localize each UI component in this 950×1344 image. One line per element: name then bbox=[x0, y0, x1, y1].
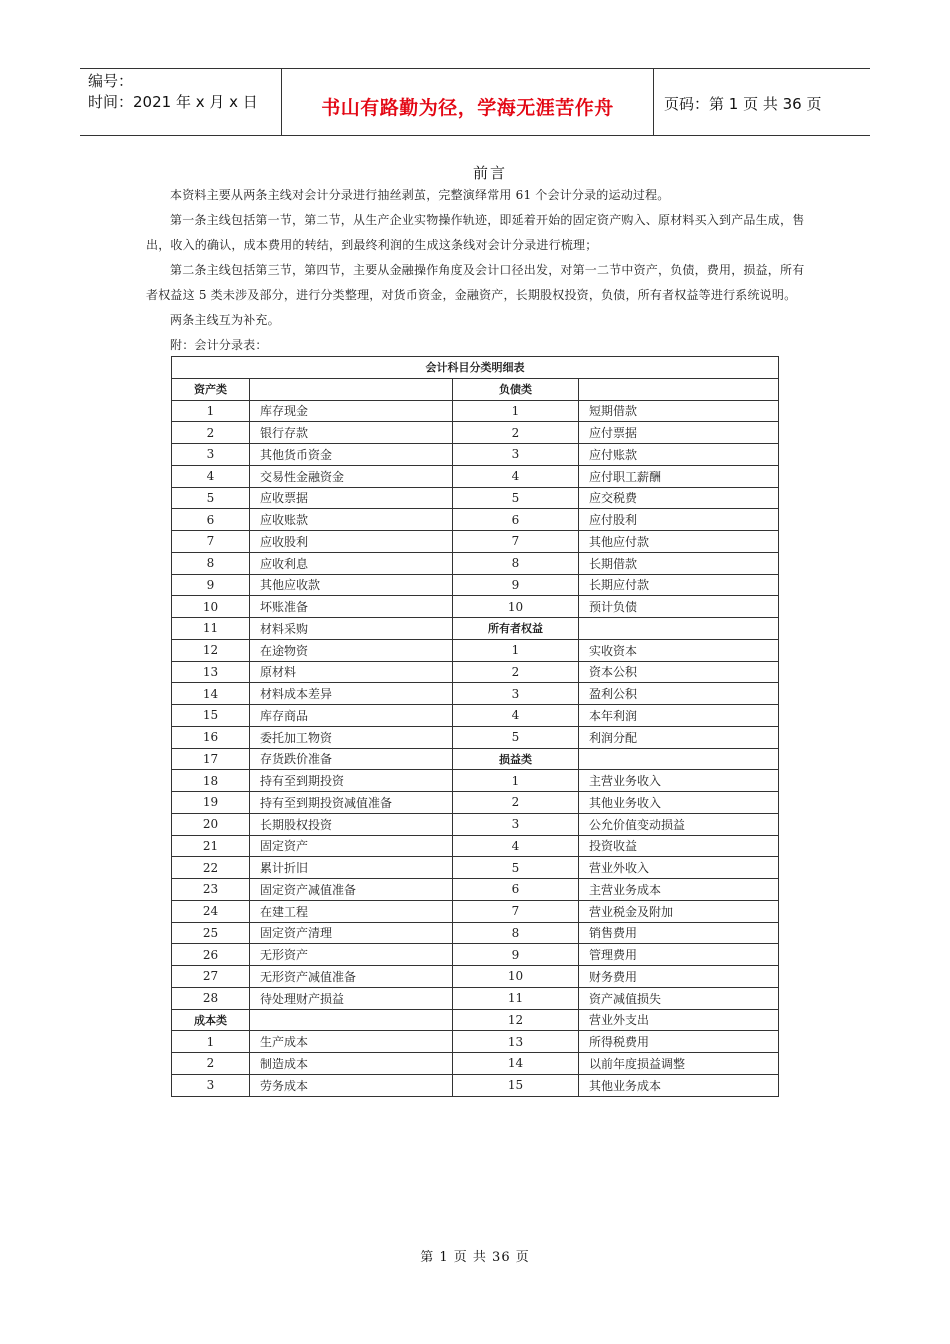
table-row bbox=[172, 705, 779, 727]
account-number: 9 bbox=[453, 574, 579, 596]
table-row bbox=[172, 1074, 779, 1096]
account-name: 长期应付款 bbox=[579, 574, 779, 596]
account-name: 其他业务收入 bbox=[579, 792, 779, 814]
category-heading: 负债类 bbox=[453, 378, 579, 400]
table-row bbox=[172, 661, 779, 683]
appendix-label: 附：会计分录表： bbox=[170, 338, 268, 352]
account-number: 2 bbox=[453, 792, 579, 814]
account-number: 19 bbox=[172, 792, 250, 814]
document-header bbox=[80, 68, 870, 136]
header-page-cell bbox=[654, 69, 870, 135]
account-name: 应付股利 bbox=[579, 509, 779, 531]
account-number: 13 bbox=[172, 661, 250, 683]
account-name: 销售费用 bbox=[579, 922, 779, 944]
account-name: 应付票据 bbox=[579, 422, 779, 444]
account-number: 12 bbox=[453, 1009, 579, 1031]
account-number: 11 bbox=[172, 618, 250, 640]
account-name: 主营业务成本 bbox=[579, 879, 779, 901]
table-row bbox=[172, 1031, 779, 1053]
account-name: 其他应收款 bbox=[250, 574, 453, 596]
account-name: 待处理财产损益 bbox=[250, 987, 453, 1009]
account-number: 17 bbox=[172, 748, 250, 770]
account-number: 13 bbox=[453, 1031, 579, 1053]
account-number: 24 bbox=[172, 900, 250, 922]
account-name: 其他业务成本 bbox=[579, 1074, 779, 1096]
account-name: 应付职工薪酬 bbox=[579, 465, 779, 487]
complement-paragraph: 两条主线互为补充。 bbox=[170, 313, 280, 327]
table-row bbox=[172, 596, 779, 618]
account-number: 10 bbox=[453, 596, 579, 618]
table-row bbox=[172, 422, 779, 444]
account-number: 8 bbox=[172, 552, 250, 574]
account-name: 资本公积 bbox=[579, 661, 779, 683]
account-name: 无形资产 bbox=[250, 944, 453, 966]
account-name: 无形资产减值准备 bbox=[250, 966, 453, 988]
account-number: 16 bbox=[172, 726, 250, 748]
account-name: 库存商品 bbox=[250, 705, 453, 727]
account-name bbox=[250, 378, 453, 400]
account-number: 6 bbox=[453, 879, 579, 901]
account-number: 9 bbox=[453, 944, 579, 966]
account-number: 20 bbox=[172, 813, 250, 835]
table-row bbox=[172, 1053, 779, 1075]
table-row bbox=[172, 444, 779, 466]
account-name: 生产成本 bbox=[250, 1031, 453, 1053]
account-number: 14 bbox=[453, 1053, 579, 1075]
account-name: 预计负债 bbox=[579, 596, 779, 618]
account-number: 27 bbox=[172, 966, 250, 988]
account-name: 本年利润 bbox=[579, 705, 779, 727]
account-number: 2 bbox=[172, 422, 250, 444]
account-number: 1 bbox=[172, 400, 250, 422]
account-name: 公允价值变动损益 bbox=[579, 813, 779, 835]
account-name: 交易性金融资金 bbox=[250, 465, 453, 487]
account-name: 投资收益 bbox=[579, 835, 779, 857]
first-line-paragraph: 第一条主线包括第一节，第二节，从生产企业实物操作轨迹，即延着开始的固定资产购入、原材料买入到产品生成，售出，收入的确认，成本费用的转结，到最终利润的生成这条线对会计分录进行梳理； bbox=[146, 213, 805, 252]
account-number: 15 bbox=[172, 705, 250, 727]
header-meta bbox=[80, 69, 282, 135]
account-number: 5 bbox=[453, 726, 579, 748]
account-name: 应收票据 bbox=[250, 487, 453, 509]
account-name bbox=[250, 1009, 453, 1031]
account-name: 财务费用 bbox=[579, 966, 779, 988]
account-name: 原材料 bbox=[250, 661, 453, 683]
table-row bbox=[172, 509, 779, 531]
account-name bbox=[579, 748, 779, 770]
account-number: 3 bbox=[172, 444, 250, 466]
account-name: 坏账准备 bbox=[250, 596, 453, 618]
account-name: 在途物资 bbox=[250, 639, 453, 661]
account-name: 营业税金及附加 bbox=[579, 900, 779, 922]
account-name: 应收账款 bbox=[250, 509, 453, 531]
table-row bbox=[172, 465, 779, 487]
account-number: 1 bbox=[453, 400, 579, 422]
table-row bbox=[172, 683, 779, 705]
account-name: 以前年度损益调整 bbox=[579, 1053, 779, 1075]
account-name: 短期借款 bbox=[579, 400, 779, 422]
account-number: 26 bbox=[172, 944, 250, 966]
account-name bbox=[579, 378, 779, 400]
account-name: 实收资本 bbox=[579, 639, 779, 661]
account-name: 材料采购 bbox=[250, 618, 453, 640]
table-row bbox=[172, 792, 779, 814]
account-number: 28 bbox=[172, 987, 250, 1009]
account-name: 其他应付款 bbox=[579, 531, 779, 553]
account-number: 4 bbox=[172, 465, 250, 487]
table-row bbox=[172, 574, 779, 596]
intro-paragraph: 本资料主要从两条主线对会计分录进行抽丝剥茧，完整演绎常用 61 个会计分录的运动过程。 bbox=[170, 188, 670, 202]
account-number: 1 bbox=[453, 770, 579, 792]
account-name: 材料成本差异 bbox=[250, 683, 453, 705]
account-number: 25 bbox=[172, 922, 250, 944]
account-name: 应收利息 bbox=[250, 552, 453, 574]
date-label: 时间：2021 年 x 月 x 日 bbox=[88, 93, 258, 111]
second-line-paragraph: 第二条主线包括第三节，第四节，主要从金融操作角度及会计口径出发，对第一二节中资产，负债，费用，损益，所有者权益这 5 类未涉及部分，进行分类整理，对货币资金，金融资产，长期股权投资，负债，所有者权益等进行系统说明。 bbox=[146, 263, 805, 302]
category-heading: 损益类 bbox=[453, 748, 579, 770]
account-number: 15 bbox=[453, 1074, 579, 1096]
table-row bbox=[172, 726, 779, 748]
account-number: 10 bbox=[172, 596, 250, 618]
table-row bbox=[172, 618, 779, 640]
page-indicator: 页码：第 1 页 共 36 页 bbox=[664, 95, 822, 113]
account-number: 18 bbox=[172, 770, 250, 792]
account-name: 长期借款 bbox=[579, 552, 779, 574]
account-number: 9 bbox=[172, 574, 250, 596]
header-motto-cell bbox=[282, 69, 654, 135]
table-row bbox=[172, 748, 779, 770]
account-name: 所得税费用 bbox=[579, 1031, 779, 1053]
account-name: 管理费用 bbox=[579, 944, 779, 966]
account-number: 6 bbox=[453, 509, 579, 531]
account-name: 银行存款 bbox=[250, 422, 453, 444]
account-name: 营业外支出 bbox=[579, 1009, 779, 1031]
page-footer: 第 1 页 共 36 页 bbox=[420, 1250, 530, 1265]
account-name: 累计折旧 bbox=[250, 857, 453, 879]
table-row bbox=[172, 966, 779, 988]
table-caption-row bbox=[172, 357, 779, 379]
page-title: 前言 bbox=[472, 164, 507, 182]
category-heading: 资产类 bbox=[172, 378, 250, 400]
account-number: 7 bbox=[453, 900, 579, 922]
table-row bbox=[172, 1009, 779, 1031]
account-number: 4 bbox=[453, 705, 579, 727]
account-number: 10 bbox=[453, 966, 579, 988]
account-number: 1 bbox=[453, 639, 579, 661]
account-number: 4 bbox=[453, 465, 579, 487]
account-name: 固定资产 bbox=[250, 835, 453, 857]
account-name: 盈利公积 bbox=[579, 683, 779, 705]
account-name: 利润分配 bbox=[579, 726, 779, 748]
account-number: 8 bbox=[453, 552, 579, 574]
account-name: 应付账款 bbox=[579, 444, 779, 466]
account-number: 12 bbox=[172, 639, 250, 661]
account-name: 营业外收入 bbox=[579, 857, 779, 879]
account-name: 在建工程 bbox=[250, 900, 453, 922]
account-classification-table bbox=[171, 356, 779, 1097]
table-row bbox=[172, 639, 779, 661]
category-heading: 所有者权益 bbox=[453, 618, 579, 640]
table-row bbox=[172, 944, 779, 966]
table-row bbox=[172, 487, 779, 509]
account-name: 长期股权投资 bbox=[250, 813, 453, 835]
account-number: 11 bbox=[453, 987, 579, 1009]
account-name: 劳务成本 bbox=[250, 1074, 453, 1096]
account-number: 21 bbox=[172, 835, 250, 857]
account-number: 4 bbox=[453, 835, 579, 857]
table-row bbox=[172, 879, 779, 901]
account-name: 委托加工物资 bbox=[250, 726, 453, 748]
account-number: 2 bbox=[453, 661, 579, 683]
table-row bbox=[172, 857, 779, 879]
account-number: 2 bbox=[172, 1053, 250, 1075]
account-number: 6 bbox=[172, 509, 250, 531]
motto-text: 书山有路勤为径，学海无涯苦作舟 bbox=[321, 96, 614, 119]
account-number: 8 bbox=[453, 922, 579, 944]
table-row bbox=[172, 378, 779, 400]
table-row bbox=[172, 835, 779, 857]
account-name bbox=[579, 618, 779, 640]
table-row bbox=[172, 552, 779, 574]
account-name: 持有至到期投资减值准备 bbox=[250, 792, 453, 814]
account-name: 应交税费 bbox=[579, 487, 779, 509]
table-row bbox=[172, 400, 779, 422]
account-number: 5 bbox=[453, 487, 579, 509]
account-name: 其他货币资金 bbox=[250, 444, 453, 466]
account-number: 7 bbox=[172, 531, 250, 553]
table-caption: 会计科目分类明细表 bbox=[172, 357, 779, 379]
account-name: 制造成本 bbox=[250, 1053, 453, 1075]
table-row bbox=[172, 922, 779, 944]
account-name: 固定资产清理 bbox=[250, 922, 453, 944]
table-row bbox=[172, 531, 779, 553]
table-row bbox=[172, 813, 779, 835]
account-number: 14 bbox=[172, 683, 250, 705]
account-name: 资产减值损失 bbox=[579, 987, 779, 1009]
account-number: 5 bbox=[453, 857, 579, 879]
account-number: 5 bbox=[172, 487, 250, 509]
account-name: 固定资产减值准备 bbox=[250, 879, 453, 901]
account-number: 3 bbox=[453, 683, 579, 705]
account-name: 库存现金 bbox=[250, 400, 453, 422]
serial-number-label: 编号： bbox=[88, 72, 134, 90]
account-name: 主营业务收入 bbox=[579, 770, 779, 792]
account-number: 1 bbox=[172, 1031, 250, 1053]
account-number: 7 bbox=[453, 531, 579, 553]
category-heading: 成本类 bbox=[172, 1009, 250, 1031]
account-number: 23 bbox=[172, 879, 250, 901]
table-row bbox=[172, 770, 779, 792]
account-number: 3 bbox=[453, 444, 579, 466]
account-number: 3 bbox=[172, 1074, 250, 1096]
table-row bbox=[172, 987, 779, 1009]
account-name: 持有至到期投资 bbox=[250, 770, 453, 792]
account-number: 22 bbox=[172, 857, 250, 879]
account-name: 存货跌价准备 bbox=[250, 748, 453, 770]
account-name: 应收股利 bbox=[250, 531, 453, 553]
account-number: 2 bbox=[453, 422, 579, 444]
table-row bbox=[172, 900, 779, 922]
account-number: 3 bbox=[453, 813, 579, 835]
